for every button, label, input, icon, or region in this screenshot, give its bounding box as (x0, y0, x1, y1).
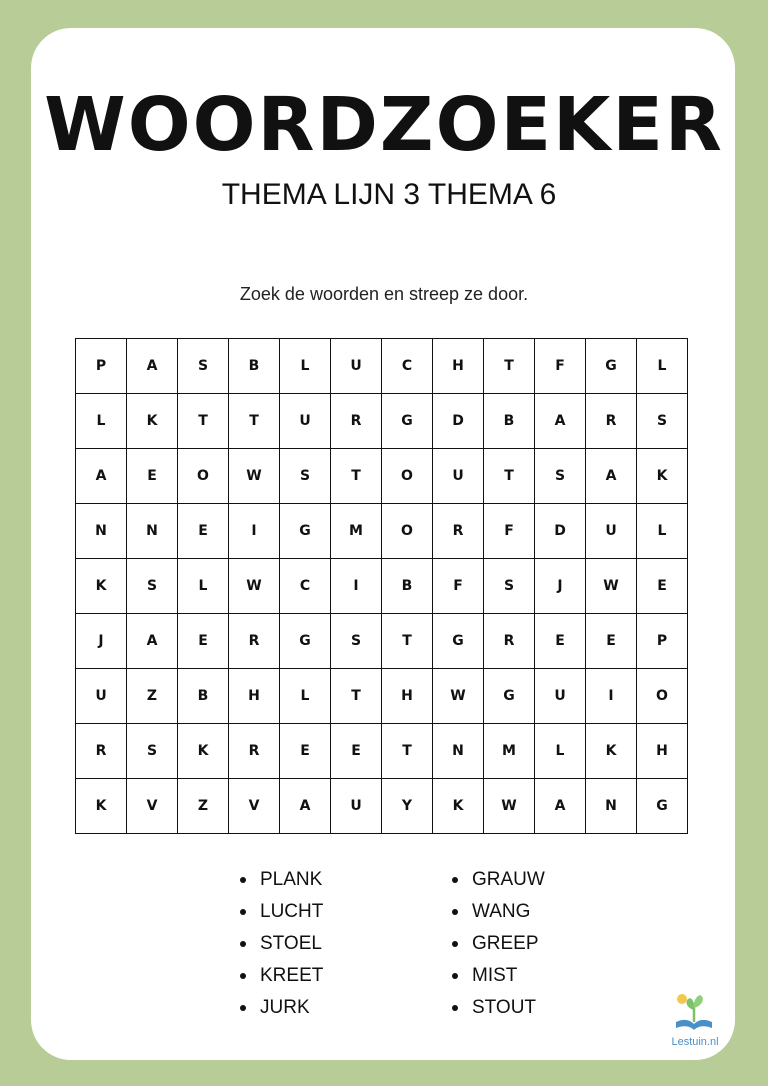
grid-cell[interactable]: G (280, 614, 331, 669)
grid-cell[interactable]: V (127, 779, 178, 834)
grid-cell[interactable]: U (331, 339, 382, 394)
grid-cell[interactable]: T (178, 394, 229, 449)
grid-cell[interactable]: R (331, 394, 382, 449)
grid-cell[interactable]: I (331, 559, 382, 614)
grid-cell[interactable]: M (484, 724, 535, 779)
grid-cell[interactable]: C (382, 339, 433, 394)
grid-cell[interactable]: W (229, 559, 280, 614)
grid-row (76, 614, 688, 669)
grid-cell[interactable]: L (178, 559, 229, 614)
grid-cell[interactable]: E (178, 614, 229, 669)
word-item: MIST (452, 962, 545, 994)
instruction-text: Zoek de woorden en streep ze door. (239, 284, 529, 304)
grid-cell[interactable]: R (229, 724, 280, 779)
grid-cell[interactable]: Y (382, 779, 433, 834)
grid-cell[interactable]: O (637, 669, 688, 724)
grid-row (76, 504, 688, 559)
grid-cell[interactable]: W (586, 559, 637, 614)
grid-cell[interactable]: U (535, 669, 586, 724)
grid-cell[interactable]: A (127, 339, 178, 394)
grid-cell[interactable]: G (433, 614, 484, 669)
page-title: WOORDZOEKER (44, 82, 724, 168)
word-item: JURK (240, 994, 323, 1026)
word-item: WANG (452, 898, 545, 930)
grid-cell[interactable]: W (433, 669, 484, 724)
grid-cell[interactable]: H (433, 339, 484, 394)
grid-cell[interactable]: U (280, 394, 331, 449)
grid-cell[interactable]: N (586, 779, 637, 834)
page-subtitle: THEMA LIJN 3 THEMA 6 (221, 178, 557, 211)
grid-cell[interactable]: S (535, 449, 586, 504)
word-list-right (452, 866, 545, 1026)
grid-cell[interactable]: S (331, 614, 382, 669)
grid-cell[interactable]: F (484, 504, 535, 559)
grid-cell[interactable]: E (331, 724, 382, 779)
word-item: GRAUW (452, 866, 545, 898)
grid-row (76, 449, 688, 504)
grid-row (76, 559, 688, 614)
grid-cell[interactable]: P (637, 614, 688, 669)
grid-cell[interactable]: N (127, 504, 178, 559)
grid-cell[interactable]: E (178, 504, 229, 559)
grid-cell[interactable]: A (280, 779, 331, 834)
grid-cell[interactable]: B (229, 339, 280, 394)
grid-cell[interactable]: A (76, 449, 127, 504)
grid-cell[interactable]: V (229, 779, 280, 834)
grid-cell[interactable]: D (433, 394, 484, 449)
grid-cell[interactable]: K (76, 559, 127, 614)
grid-cell[interactable]: S (280, 449, 331, 504)
grid-cell[interactable]: U (433, 449, 484, 504)
grid-cell[interactable]: E (535, 614, 586, 669)
grid-cell[interactable]: I (586, 669, 637, 724)
logo-text: Lestuin.nl (671, 1036, 719, 1048)
grid-cell[interactable]: T (331, 449, 382, 504)
grid-row (76, 724, 688, 779)
grid-cell[interactable]: E (637, 559, 688, 614)
word-search-grid (75, 338, 688, 834)
grid-cell[interactable]: F (535, 339, 586, 394)
grid-cell[interactable]: O (178, 449, 229, 504)
grid-row (76, 669, 688, 724)
grid-cell[interactable]: E (586, 614, 637, 669)
grid-cell[interactable]: Z (127, 669, 178, 724)
grid-cell[interactable]: R (586, 394, 637, 449)
grid-cell[interactable]: S (127, 559, 178, 614)
grid-cell[interactable]: R (433, 504, 484, 559)
grid-cell[interactable]: P (76, 339, 127, 394)
grid-cell[interactable]: B (382, 559, 433, 614)
grid-cell[interactable]: L (76, 394, 127, 449)
grid-cell[interactable]: U (76, 669, 127, 724)
grid-cell[interactable]: D (535, 504, 586, 559)
grid-cell[interactable]: L (280, 669, 331, 724)
word-item: KREET (240, 962, 323, 994)
grid-cell[interactable]: K (178, 724, 229, 779)
grid-cell[interactable]: R (484, 614, 535, 669)
grid-cell[interactable]: K (76, 779, 127, 834)
grid-cell[interactable]: B (484, 394, 535, 449)
grid-cell[interactable]: C (280, 559, 331, 614)
grid-cell[interactable]: W (229, 449, 280, 504)
word-list-left (240, 866, 323, 1026)
grid-cell[interactable]: Z (178, 779, 229, 834)
grid-cell[interactable]: G (586, 339, 637, 394)
grid-cell[interactable]: H (229, 669, 280, 724)
grid-cell[interactable]: H (382, 669, 433, 724)
grid-cell[interactable]: U (331, 779, 382, 834)
grid-cell[interactable]: R (229, 614, 280, 669)
grid-cell[interactable]: L (280, 339, 331, 394)
grid-cell[interactable]: I (229, 504, 280, 559)
grid-cell[interactable]: R (76, 724, 127, 779)
grid-cell[interactable]: A (535, 394, 586, 449)
grid-cell[interactable]: A (127, 614, 178, 669)
grid-cell[interactable]: A (586, 449, 637, 504)
grid-cell[interactable]: K (586, 724, 637, 779)
grid-cell[interactable]: S (484, 559, 535, 614)
grid-cell[interactable]: N (433, 724, 484, 779)
grid-cell[interactable]: S (127, 724, 178, 779)
grid-cell[interactable]: M (331, 504, 382, 559)
grid-cell[interactable]: H (637, 724, 688, 779)
logo (660, 992, 730, 1048)
sprout-book-icon (660, 992, 730, 1034)
word-item: STOEL (240, 930, 323, 962)
grid-cell[interactable]: E (127, 449, 178, 504)
word-item: STOUT (452, 994, 545, 1026)
grid-cell[interactable]: G (382, 394, 433, 449)
grid-cell[interactable]: S (637, 394, 688, 449)
grid-cell[interactable]: L (637, 504, 688, 559)
grid-cell[interactable]: G (280, 504, 331, 559)
grid-row (76, 779, 688, 834)
grid-cell[interactable]: G (637, 779, 688, 834)
grid-cell[interactable]: K (127, 394, 178, 449)
grid-cell[interactable]: K (433, 779, 484, 834)
word-item: GREEP (452, 930, 545, 962)
grid-cell[interactable]: F (433, 559, 484, 614)
grid-row (76, 339, 688, 394)
grid-cell[interactable]: L (535, 724, 586, 779)
grid-cell[interactable]: T (382, 614, 433, 669)
grid-cell[interactable]: U (586, 504, 637, 559)
grid-cell[interactable]: O (382, 449, 433, 504)
grid-cell[interactable]: K (637, 449, 688, 504)
grid-row (76, 394, 688, 449)
grid-cell[interactable]: E (280, 724, 331, 779)
grid-cell[interactable]: G (484, 669, 535, 724)
grid-cell[interactable]: L (637, 339, 688, 394)
grid-cell[interactable]: T (229, 394, 280, 449)
grid-cell[interactable]: N (76, 504, 127, 559)
grid-cell[interactable]: T (382, 724, 433, 779)
grid-cell[interactable]: A (535, 779, 586, 834)
word-item: LUCHT (240, 898, 323, 930)
grid-cell[interactable]: J (76, 614, 127, 669)
grid-cell[interactable]: T (484, 339, 535, 394)
grid-cell[interactable]: S (178, 339, 229, 394)
grid-cell[interactable]: W (484, 779, 535, 834)
grid-cell[interactable]: T (484, 449, 535, 504)
grid-cell[interactable]: B (178, 669, 229, 724)
word-item: PLANK (240, 866, 323, 898)
grid-cell[interactable]: J (535, 559, 586, 614)
grid-cell[interactable]: T (331, 669, 382, 724)
grid-cell[interactable]: O (382, 504, 433, 559)
